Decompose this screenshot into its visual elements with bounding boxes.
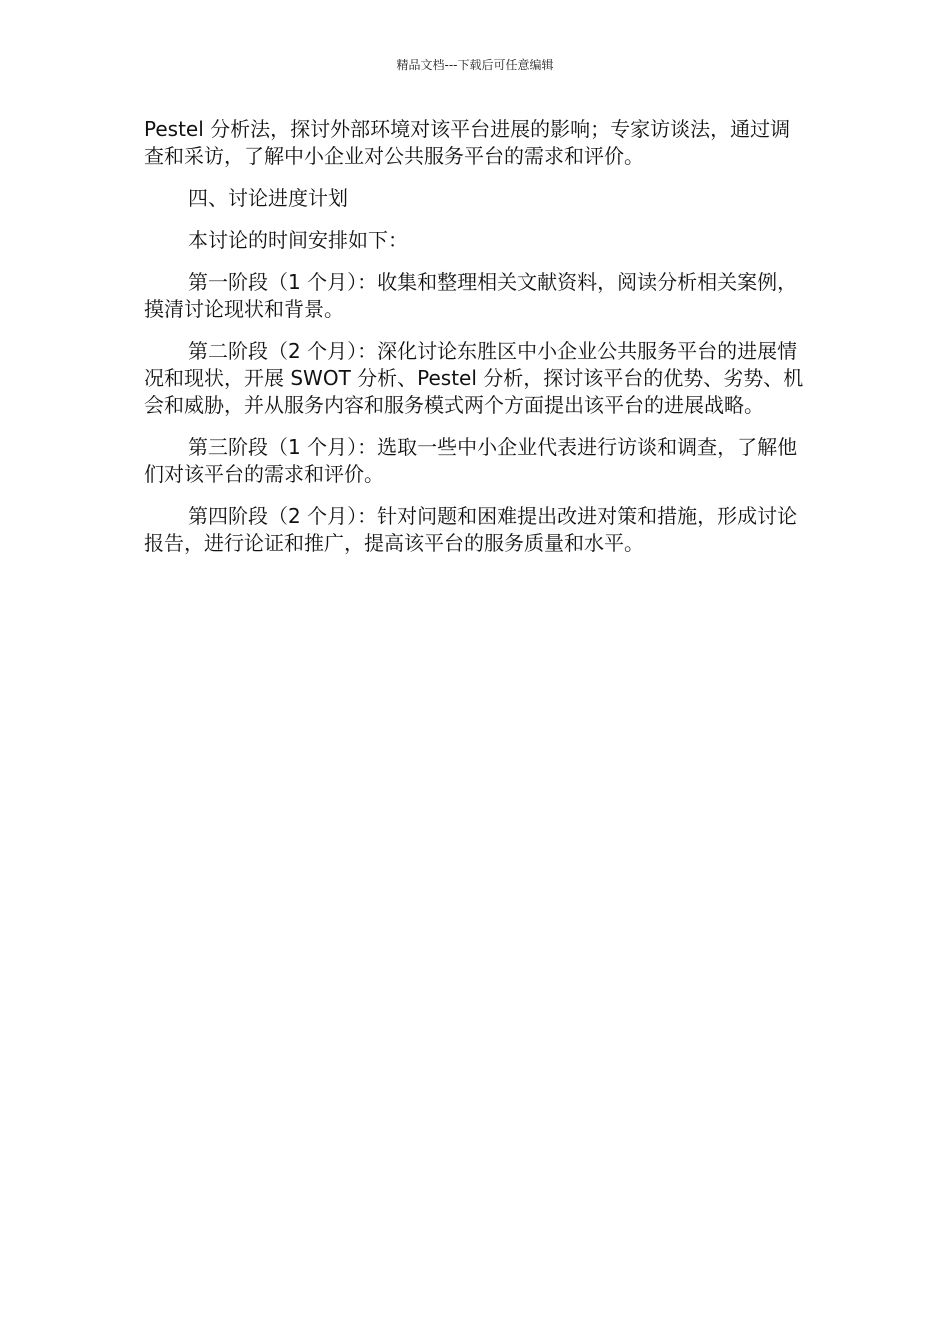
paragraph-stage-two: 第二阶段（2 个月）：深化讨论东胜区中小企业公共服务平台的进展情况和现状，开展 SWOT 分析、Pestel 分析，探讨该平台的优势、劣势、机会和威胁，并从服务内容和服务模式两个方面提出该平台的进展战略。 xyxy=(144,339,804,417)
page-header: 精品文档---下载后可任意编辑 xyxy=(396,58,554,72)
document-body xyxy=(144,116,804,572)
paragraph-stage-one: 第一阶段（1 个月）：收集和整理相关文献资料，阅读分析相关案例，摸清讨论现状和背景。 xyxy=(144,270,798,321)
paragraph-stage-three: 第三阶段（1 个月）：选取一些中小企业代表进行访谈和调查，了解他们对该平台的需求和评价。 xyxy=(144,435,798,486)
paragraph-stage-four: 第四阶段（2 个月）：针对问题和困难提出改进对策和措施，形成讨论报告，进行论证和推广，提高该平台的服务质量和水平。 xyxy=(144,504,798,555)
section-heading-schedule: 四、讨论进度计划 xyxy=(188,186,348,210)
paragraph-schedule-intro: 本讨论的时间安排如下： xyxy=(188,228,408,252)
paragraph-methods-continued: Pestel 分析法，探讨外部环境对该平台进展的影响；专家访谈法，通过调查和采访，了解中小企业对公共服务平台的需求和评价。 xyxy=(144,117,791,168)
